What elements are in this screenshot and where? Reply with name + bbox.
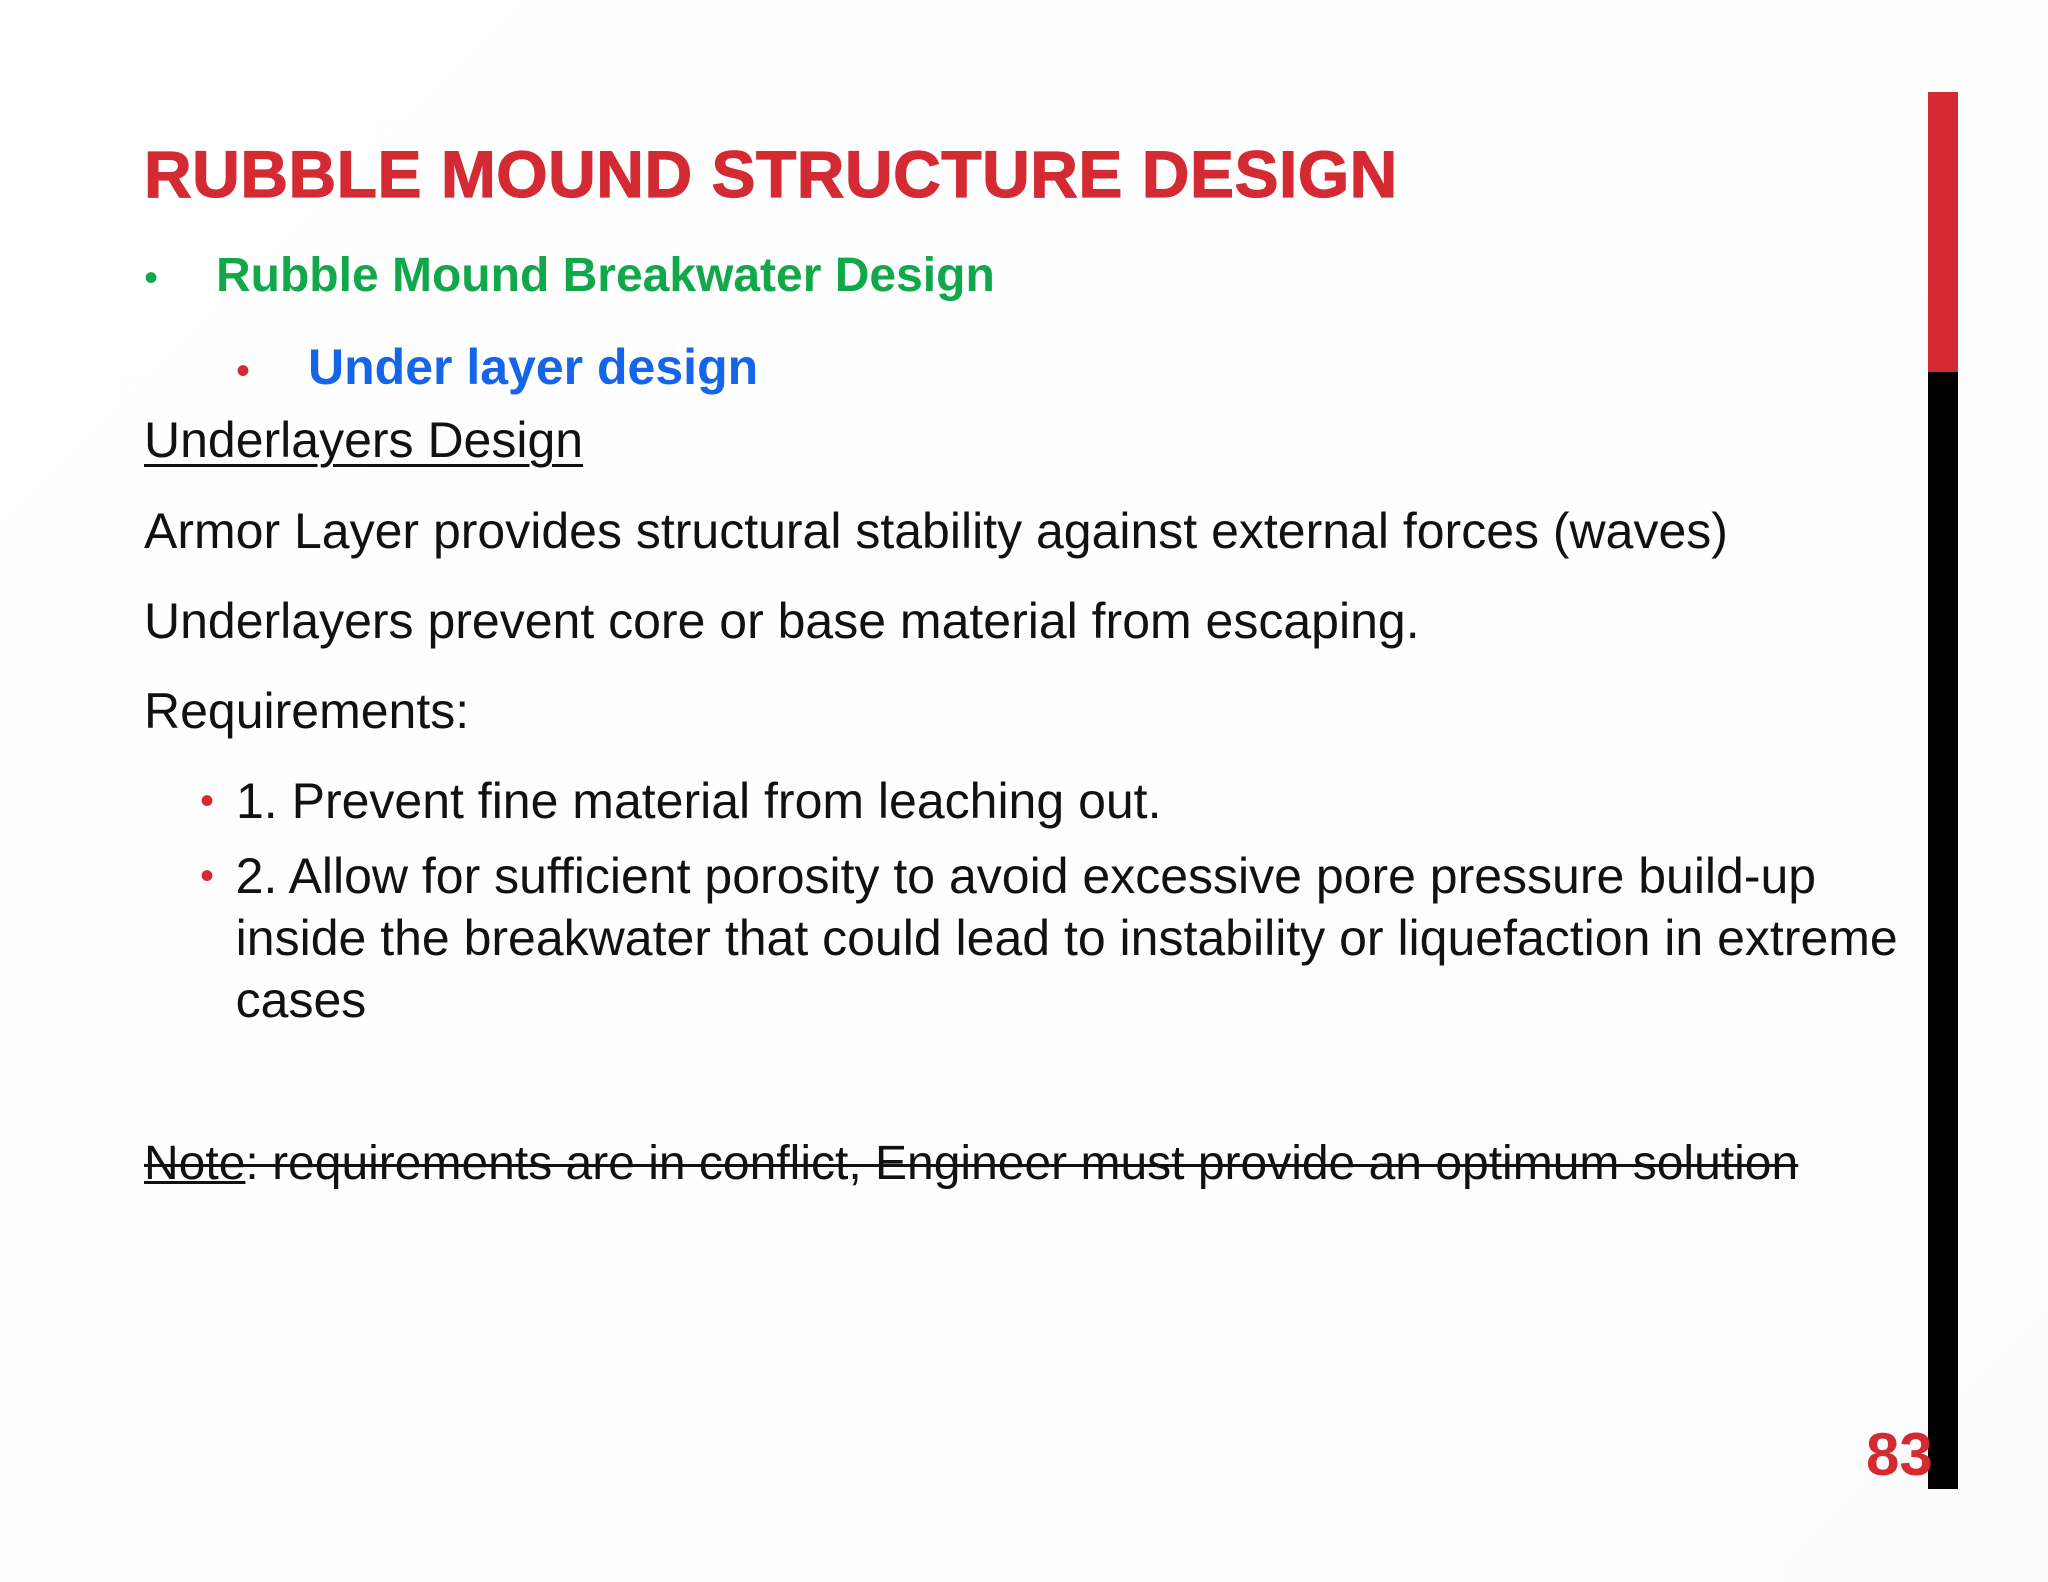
note-text: : requirements are in conflict, Engineer must provide an optimum solution	[245, 1137, 1799, 1190]
note-label: Note	[144, 1137, 246, 1190]
page-number: 83	[1866, 1421, 1933, 1488]
accent-bar-black	[1928, 372, 1958, 1489]
bullet-level2-text: Under layer design	[308, 339, 759, 395]
paragraph-armor: Armor Layer provides structural stability against external forces (waves)	[144, 503, 1728, 559]
bullet-dot-icon: •	[200, 779, 215, 823]
slide-title: RUBBLE MOUND STRUCTURE DESIGN	[144, 137, 1398, 211]
bullet-dot-icon: •	[144, 256, 159, 300]
note-struck	[144, 1132, 1864, 1196]
requirement-text: 1. Prevent fine material from leaching out.	[236, 773, 1162, 829]
bullet-level1	[144, 246, 995, 308]
bullet-dot-icon: •	[200, 854, 215, 898]
bullet-level2	[236, 336, 758, 402]
bullet-level1-text: Rubble Mound Breakwater Design	[216, 249, 995, 302]
accent-bar-red	[1928, 92, 1958, 372]
requirement-item	[200, 845, 1900, 1031]
requirement-item	[200, 770, 1161, 832]
bullet-dot-icon: •	[236, 349, 251, 393]
paragraph-requirements: Requirements:	[144, 683, 470, 739]
section-heading: Underlayers Design	[144, 412, 584, 468]
paragraph-underlayers: Underlayers prevent core or base material from escaping.	[144, 593, 1420, 649]
requirement-text: 2. Allow for sufficient porosity to avoid excessive pore pressure build-up inside the breakwater that could lead to instability or liquefaction in extreme cases	[235, 848, 1898, 1028]
